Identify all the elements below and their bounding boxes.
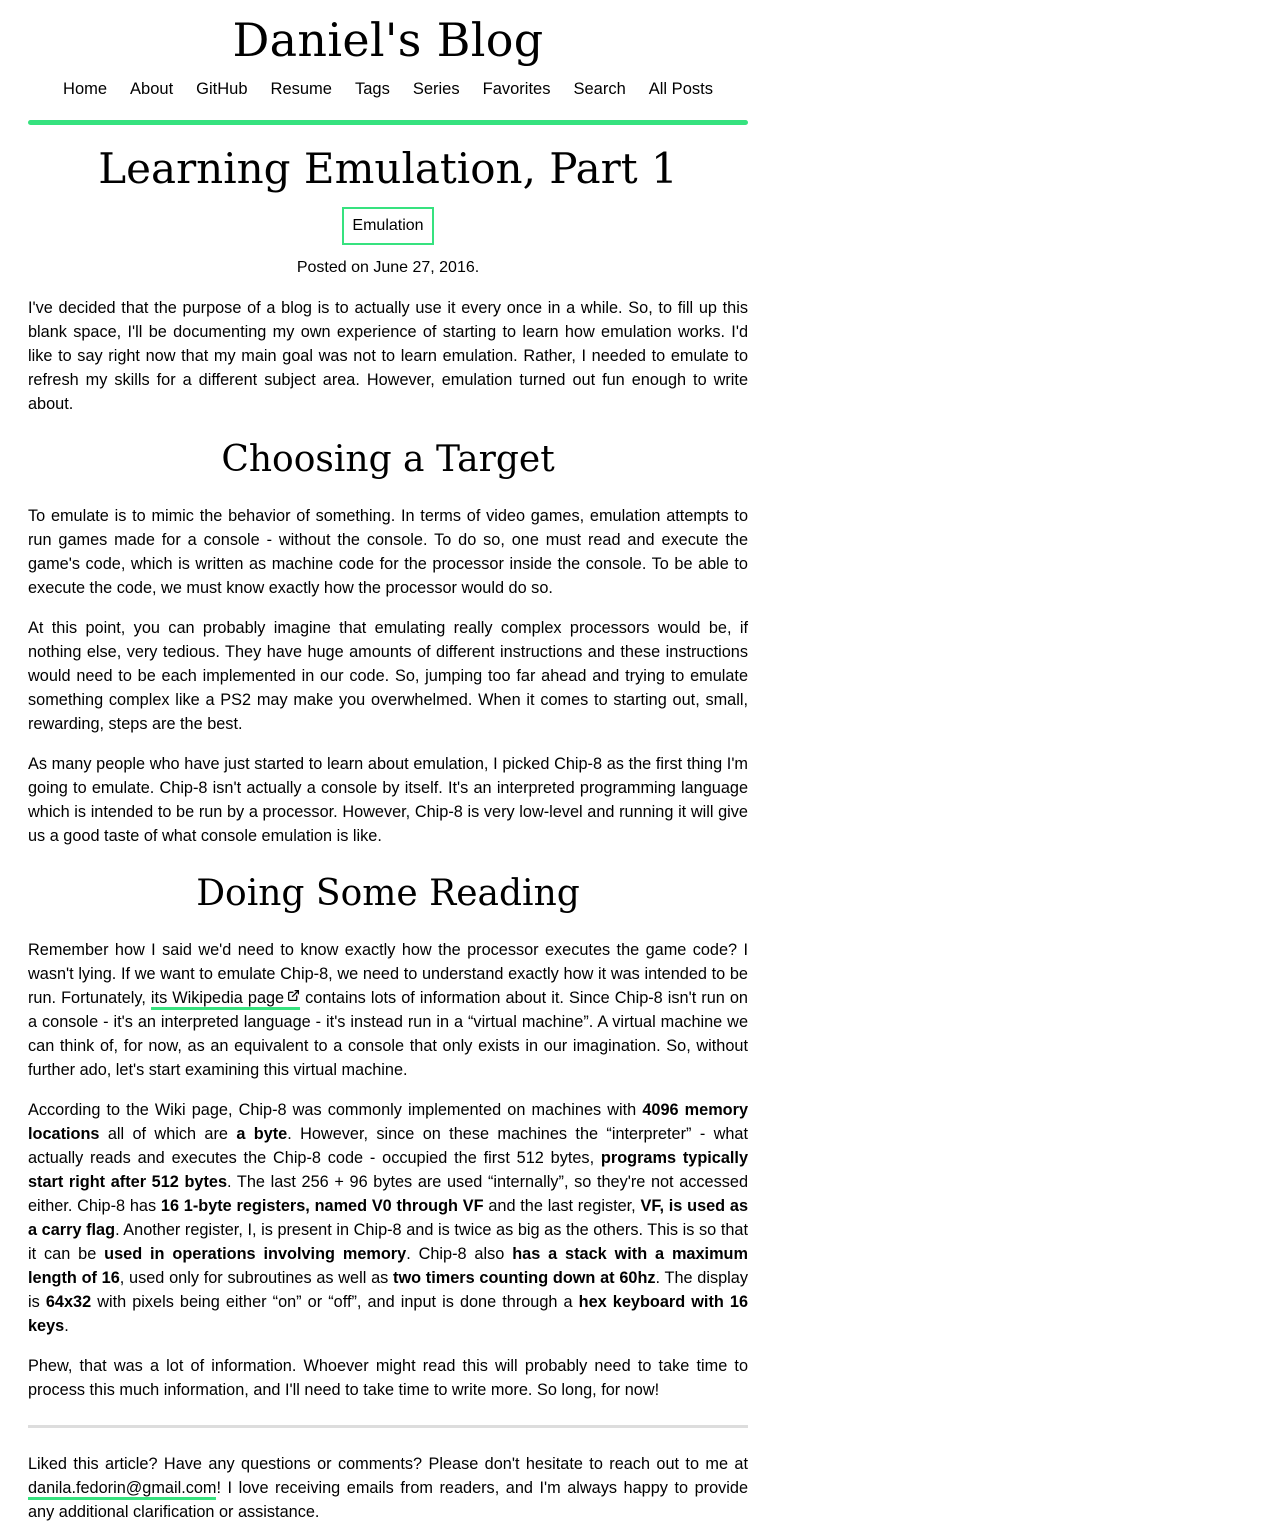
bold-text: programs typically start right after 512 bytes <box>28 1149 748 1191</box>
text-span: Remember how I said we'd need to know exactly how the processor executes the game code? I wasn't lying. If we want to emulate Chip-8, we need to understand exactly how it was intended to be run. Fortunately, <box>28 941 748 1007</box>
nav-link-all-posts[interactable]: All Posts <box>648 80 713 98</box>
text-span: . The last 256 + 96 bytes are used “internally”, so they're not accessed either. Chip-8 has <box>28 1173 748 1215</box>
nav-link-search[interactable]: Search <box>573 80 626 98</box>
paragraph: To emulate is to mimic the behavior of something. In terms of video games, emulation attempts to run games made for a console - without the console. To do so, one must read and execute the game's code, which is written as machine code for the processor inside the console. To be able to execute the code, we must know exactly how the processor would do so. <box>28 507 748 597</box>
bold-text: 4096 memory locations <box>28 1101 749 1143</box>
nav-link-github[interactable]: GitHub <box>196 80 248 98</box>
nav-link-home[interactable]: Home <box>63 80 108 98</box>
bold-text: 64x32 <box>45 1293 92 1311</box>
post-title: Learning Emulation, Part 1 <box>98 144 678 193</box>
nav-link-about[interactable]: About <box>130 80 174 98</box>
paragraph-wikipedia <box>28 938 748 1082</box>
text-span: and the last register, <box>483 1197 641 1215</box>
footer-paragraph <box>28 1452 748 1524</box>
text-span: According to the Wiki page, Chip-8 was commonly implemented on machines with <box>28 1101 643 1119</box>
page-container <box>28 0 748 1524</box>
nav-link-tags[interactable]: Tags <box>354 80 390 98</box>
bold-text: a byte <box>236 1125 288 1143</box>
bold-text: hex keyboard with 16 keys <box>28 1293 749 1335</box>
paragraph: Phew, that was a lot of information. Whoever might read this will probably need to take time to process this much information, and I'll need to take time to write more. So long, for now! <box>28 1357 748 1399</box>
paragraph: At this point, you can probably imagine that emulating really complex processors would be, if nothing else, very tedious. They have huge amounts of different instructions and these instructions would need to be each implemented in our code. So, jumping too far ahead and trying to emulate something complex like a PS2 may make you overwhelmed. When it comes to starting out, small, rewarding, steps are the best. <box>28 619 748 733</box>
text-span: all of which are <box>99 1125 237 1143</box>
text-span: Liked this article? Have any questions or comments? Please don't hesitate to reach out to me at <box>28 1455 748 1473</box>
nav-link-favorites[interactable]: Favorites <box>482 80 551 98</box>
site-title[interactable]: Daniel's Blog <box>232 13 544 67</box>
nav-link-resume[interactable]: Resume <box>270 80 332 98</box>
post-date: Posted on June 27, 2016. <box>296 259 480 276</box>
bold-text: has a stack with a maximum length of 16 <box>28 1245 748 1287</box>
paragraph: As many people who have just started to learn about emulation, I picked Chip-8 as the first thing I'm going to emulate. Chip-8 isn't actually a console by itself. It's an interpreted programming language which is intended to be run by a processor. However, Chip-8 is very low-level and running it will give us a good taste of what console emulation is like. <box>28 755 748 845</box>
section-heading-choosing-target: Choosing a Target <box>221 439 555 480</box>
text-span: . However, since on these machines the “interpreter” - what actually reads and executes the Chip-8 code - occupied the first 512 bytes, <box>28 1125 748 1167</box>
bold-text: used in operations involving memory <box>104 1245 407 1263</box>
nav-link-series[interactable]: Series <box>412 80 460 98</box>
text-span: ! I love receiving emails from readers, and I'm always happy to provide any additional clarification or assistance. <box>28 1479 748 1521</box>
main-nav <box>28 68 748 120</box>
intro-paragraph: I've decided that the purpose of a blog is to actually use it every once in a while. So, to fill up this blank space, I'll be documenting my own experience of starting to learn how emulation works. I'd like to say right now that my main goal was not to learn emulation. Rather, I needed to emulate to refresh my skills for a different subject area. However, emulation turned out fun enough to write about. <box>28 299 748 413</box>
text-span: . Another register, I, is present in Chip-8 and is twice as big as the others. This is so that it can be <box>28 1221 748 1263</box>
text-span: . <box>64 1317 69 1335</box>
text-span: contains lots of information about it. Since Chip-8 isn't run on a console - it's an interpreted language - it's instead run in a “virtual machine”. A virtual machine we can think of, for now, as an equivalent to a console that only exists in our imagination. So, without further ado, let's start examining this virtual machine. <box>28 989 748 1079</box>
wikipedia-link[interactable] <box>151 989 300 1010</box>
text-span: . Chip-8 also <box>406 1245 513 1263</box>
wikipedia-link-text: its Wikipedia page <box>150 989 285 1007</box>
paragraph-chip8-specs <box>28 1098 748 1338</box>
section-heading-doing-reading: Doing Some Reading <box>196 873 580 914</box>
tag-list <box>28 207 748 245</box>
text-span: . The display is <box>28 1269 748 1311</box>
external-link-icon <box>287 989 300 1002</box>
text-span: , used only for subroutines as well as <box>119 1269 394 1287</box>
bold-text: 16 1-byte registers, named V0 through VF <box>160 1197 484 1215</box>
footer-divider <box>28 1425 748 1428</box>
bold-text: VF, is used as a carry flag <box>28 1197 749 1239</box>
email-link[interactable]: danila.fedorin@gmail.com <box>28 1479 216 1500</box>
tag-emulation[interactable]: Emulation <box>342 207 433 245</box>
bold-text: two timers counting down at 60hz <box>393 1269 656 1287</box>
text-span: with pixels being either “on” or “off”, and input is done through a <box>91 1293 579 1311</box>
